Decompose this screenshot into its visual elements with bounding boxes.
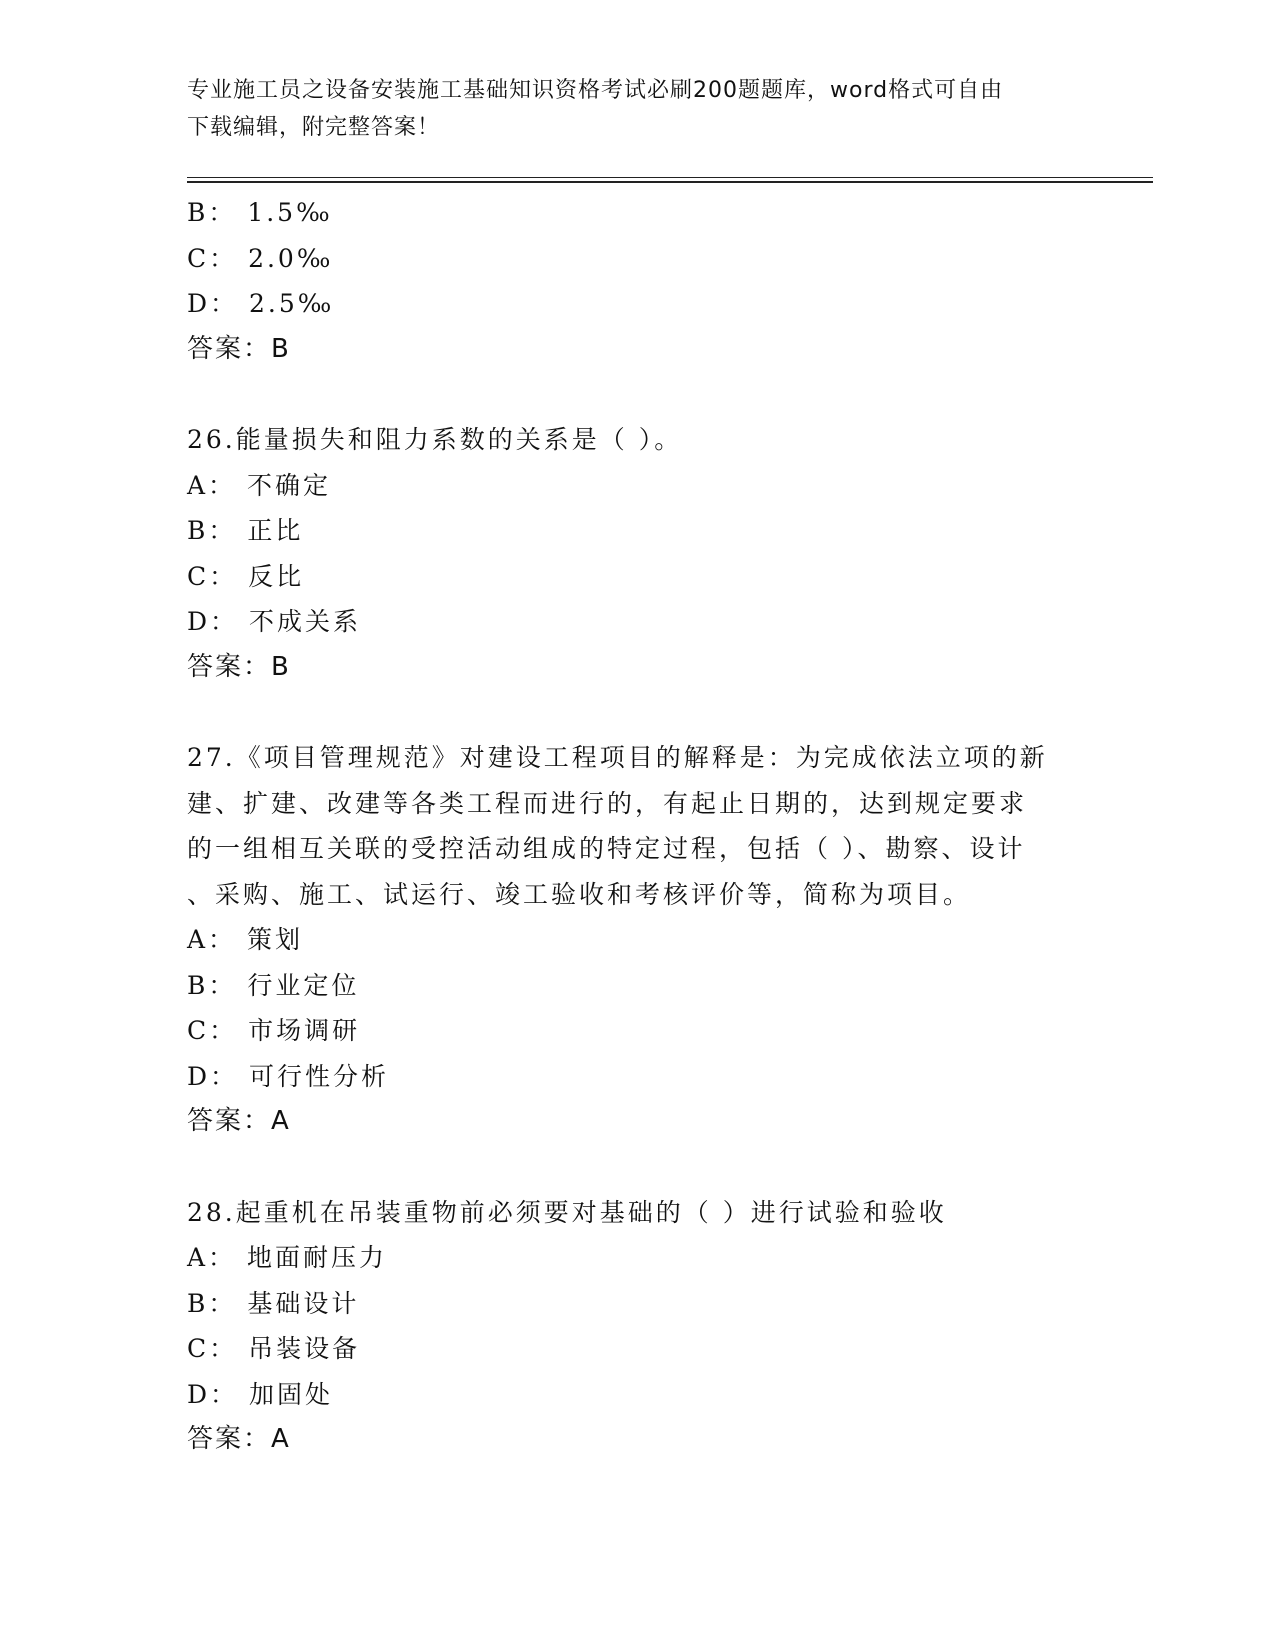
option-c: C： 市场调研 [187,1016,361,1045]
question-text [187,735,1087,917]
option-a: A： 地面耐压力 [187,1243,388,1272]
option-d: D： 不成关系 [187,607,361,636]
option-b: B： 基础设计 [187,1288,360,1318]
option-b: B： 行业定位 [187,970,360,1000]
question-26 [187,417,1087,690]
question-text-line: 、采购、施工、试运行、竣工验收和考核评价等，简称为项目。 [187,879,972,909]
option-c: C： 反比 [187,561,305,591]
option-a: A： 不确定 [187,470,332,500]
carryover-question [187,190,1087,372]
header-divider-thin [187,177,1153,178]
option-b: B： 1.5‰ [187,198,333,227]
answer-line: 答案：B [187,333,291,364]
answer-line: 答案：A [187,1424,291,1454]
question-text-line: 26.能量损失和阻力系数的关系是（ ）。 [187,425,683,454]
header-line-2: 下载编辑，附完整答案！ [187,115,441,140]
option-c: C： 2.0‰ [187,243,334,273]
question-text-line: 27.《项目管理规范》对建设工程项目的解释是：为完成依法立项的新 [187,743,1048,772]
header-line-1: 专业施工员之设备安装施工基础知识资格考试必刷200题题库，word格式可自由 [187,78,1004,103]
question-text [187,1190,1087,1236]
option-d: D： 可行性分析 [187,1061,389,1091]
question-27 [187,735,1087,1145]
question-text-line: 28.起重机在吊装重物前必须要对基础的（ ）进行试验和验收 [187,1197,947,1227]
option-d: D： 加固处 [187,1379,333,1409]
question-28 [187,1190,1087,1463]
option-c: C： 吊装设备 [187,1334,361,1363]
answer-line: 答案：A [187,1106,291,1136]
option-d: D： 2.5‰ [187,289,335,318]
question-text-line: 建、扩建、改建等各类工程而进行的，有起止日期的，达到规定要求 [187,788,1028,818]
answer-line: 答案：B [187,651,291,682]
question-text [187,417,1087,463]
option-b: B： 正比 [187,516,304,545]
question-text-line: 的一组相互关联的受控活动组成的特定过程，包括（ ）、勘察、设计 [187,834,1026,863]
option-a: A： 策划 [187,925,304,954]
document-header [187,72,1087,146]
question-list [187,190,1087,1463]
header-divider-thick [187,181,1153,183]
